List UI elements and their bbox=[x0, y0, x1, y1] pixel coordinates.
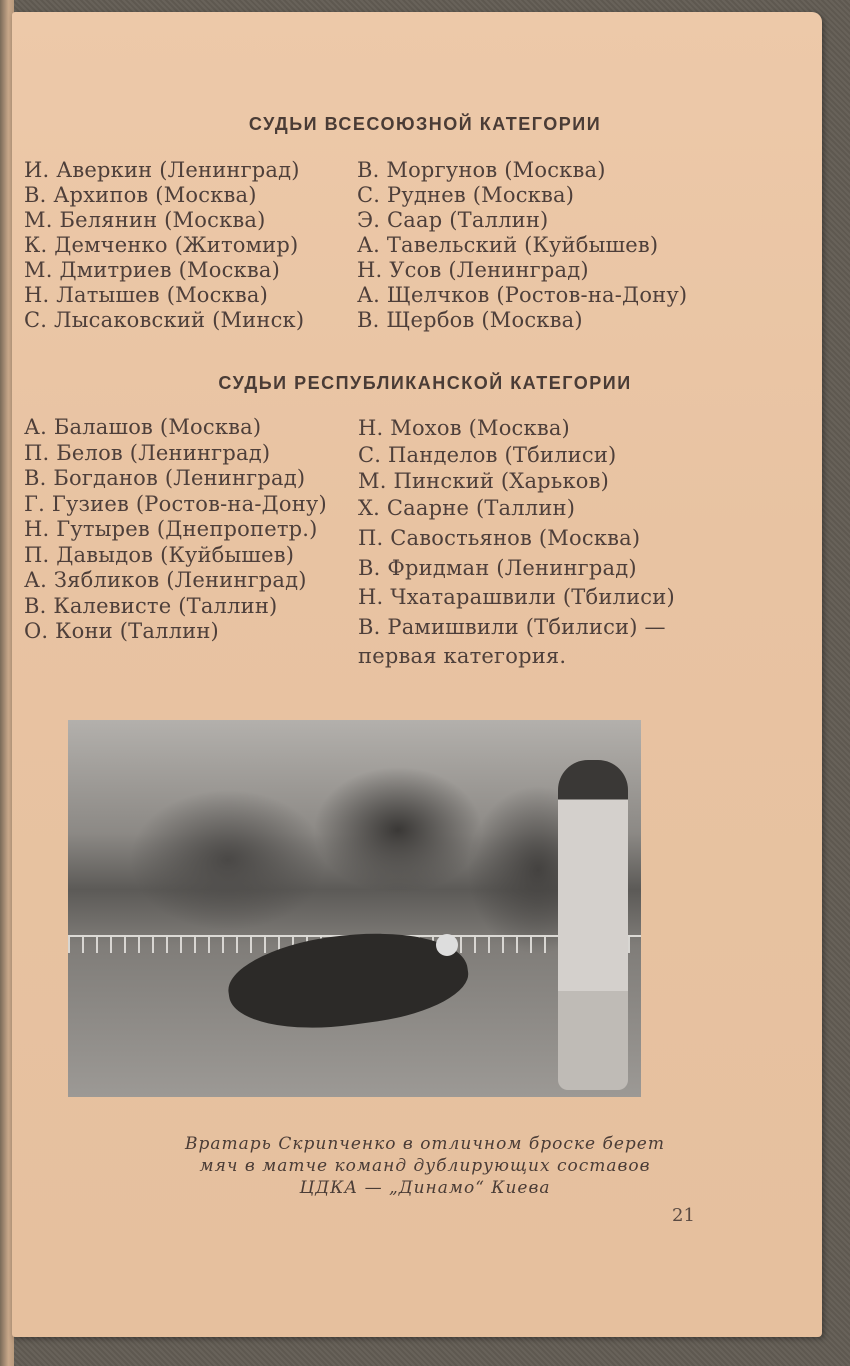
referee-entry: Н. Латышев (Москва) bbox=[24, 283, 269, 307]
photo-ball bbox=[436, 934, 458, 956]
referee-entry: В. Калевисте (Таллин) bbox=[24, 593, 278, 618]
referee-entry: В. Щербов (Москва) bbox=[357, 308, 583, 332]
referee-entry: В. Моргунов (Москва) bbox=[357, 158, 606, 182]
heading-all-union-referees: СУДЬИ ВСЕСОЮЗНОЙ КАТЕГОРИИ bbox=[248, 114, 602, 134]
category-note: первая категория. bbox=[358, 644, 567, 668]
referee-entry: В. Рамишвили (Тбилиси) — bbox=[358, 614, 666, 639]
referee-entry: В. Архипов (Москва) bbox=[24, 183, 257, 207]
referee-entry: Э. Саар (Таллин) bbox=[357, 208, 549, 232]
referee-entry: А. Зябликов (Ленинград) bbox=[24, 568, 307, 592]
referee-entry: М. Дмитриев (Москва) bbox=[24, 258, 280, 282]
page-number: 21 bbox=[672, 1205, 695, 1226]
referee-entry: Н. Чхатарашвили (Тбилиси) bbox=[358, 585, 675, 609]
referee-entry: М. Пинский (Харьков) bbox=[358, 469, 610, 493]
referee-entry: Н. Гутырев (Днепропетр.) bbox=[24, 517, 318, 541]
referee-entry: М. Белянин (Москва) bbox=[24, 208, 266, 232]
referee-entry: И. Аверкин (Ленинград) bbox=[24, 158, 300, 182]
heading-republican-referees: СУДЬИ РЕСПУБЛИКАНСКОЙ КАТЕГОРИИ bbox=[218, 373, 632, 393]
referee-entry: Г. Гузиев (Ростов-на-Дону) bbox=[24, 491, 327, 516]
all-union-right-column bbox=[357, 158, 687, 333]
referee-entry: Х. Саарне (Таллин) bbox=[358, 495, 576, 520]
referee-entry: А. Тавельский (Куйбышев) bbox=[357, 233, 659, 257]
photo-standing-player bbox=[558, 760, 628, 1090]
photo-caption bbox=[0, 1133, 850, 1199]
referee-entry: А. Щелчков (Ростов-на-Дону) bbox=[357, 283, 688, 307]
referee-entry: В. Фридман (Ленинград) bbox=[358, 555, 637, 580]
caption-line: Вратарь Скрипченко в отличном броске берет bbox=[185, 1134, 665, 1154]
referee-entry: П. Савостьянов (Москва) bbox=[358, 526, 641, 550]
republican-right-column bbox=[358, 415, 675, 670]
referee-entry: П. Белов (Ленинград) bbox=[24, 440, 271, 465]
referee-entry: Н. Усов (Ленинград) bbox=[357, 258, 589, 282]
referee-entry: П. Давыдов (Куйбышев) bbox=[24, 542, 295, 567]
all-union-left-column bbox=[24, 158, 304, 333]
caption-line: ЦДКА — „Динамо“ Киева bbox=[299, 1178, 551, 1198]
caption-line: мяч в матче команд дублирующих составов bbox=[199, 1156, 651, 1176]
referee-entry: Н. Мохов (Москва) bbox=[358, 416, 570, 440]
referee-entry: С. Руднев (Москва) bbox=[357, 183, 575, 207]
referee-entry: О. Кони (Таллин) bbox=[24, 619, 219, 643]
referee-entry: С. Панделов (Тбилиси) bbox=[358, 442, 617, 467]
referee-entry: К. Демченко (Житомир) bbox=[24, 233, 299, 257]
republican-left-column bbox=[24, 415, 327, 645]
referee-entry: С. Лысаковский (Минск) bbox=[24, 308, 305, 332]
match-photo bbox=[68, 720, 641, 1097]
referee-entry: В. Богданов (Ленинград) bbox=[24, 466, 306, 490]
referee-entry: А. Балашов (Москва) bbox=[24, 415, 262, 439]
